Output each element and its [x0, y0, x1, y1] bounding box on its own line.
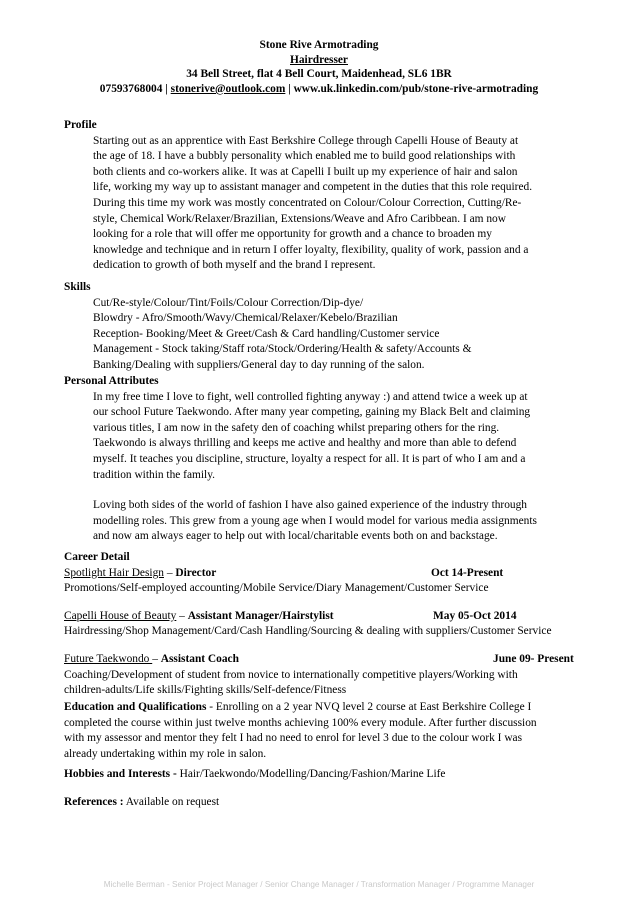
education-line: completed the course within just twelve months achieving 100% every module. After further discussion: [64, 716, 537, 729]
attributes-line: myself. It teaches you discipline, structure, loyalty a respect for all. It is part of who I am and a: [93, 452, 526, 465]
contact-line: [0, 82, 638, 97]
attributes-line: our school Future Taekwondo. After many year competing, gaining my Black Belt and claiming: [93, 406, 531, 419]
references-line: [64, 795, 584, 811]
career-section: [64, 550, 604, 699]
job-entry: [64, 652, 604, 668]
skills-heading: Skills: [64, 281, 91, 293]
job-details: Hairdressing/Shop Management/Card/Cash Handling/Sourcing & dealing with suppliers/Customer Service: [64, 625, 552, 638]
profile-line: knowledge and technique and in return I offer loyalty, flexibility, quality of work, passion and a: [93, 243, 529, 256]
profile-text: [64, 134, 584, 274]
hobbies-heading: Hobbies and Interests -: [64, 768, 180, 780]
education-heading: Education and Qualifications: [64, 701, 207, 713]
education-section: [64, 700, 609, 762]
linkedin-link[interactable]: www.uk.linkedin.com/pub/stone-rive-armotrading: [293, 82, 539, 95]
hobbies-text: Hair/Taekwondo/Modelling/Dancing/Fashion/Marine Life: [179, 768, 446, 780]
hobbies-line: [64, 767, 584, 783]
attributes-line: modelling roles. This grew from a young age when I would model for various media assignments: [93, 514, 537, 527]
skill-line: Banking/Dealing with suppliers/General day to day running of the salon.: [93, 358, 425, 371]
education-line: with my assessor and mentor they felt I had no need to enrol for level 3 due to the colour work I was: [64, 732, 523, 745]
profile-line: life, working my way up to assistant manager and competent in the duties that this role required.: [93, 181, 533, 194]
references-text: Available on request: [123, 796, 220, 808]
profile-line: looking for a role that will offer me opportunity for growth and a chance to broaden my: [93, 228, 492, 241]
job-entry: [64, 609, 604, 625]
email-link[interactable]: stonerive@outlook.com: [170, 82, 286, 95]
job-employer: Spotlight Hair Design: [64, 566, 164, 579]
attributes-line: In my free time I love to fight, well controlled fighting anyway :) and attend twice a week up at: [93, 390, 528, 403]
skill-line: Reception- Booking/Meet & Greet/Cash & Card handling/Customer service: [93, 327, 440, 340]
job-dates: May 05-Oct 2014: [433, 609, 517, 622]
attributes-heading: Personal Attributes: [64, 375, 159, 387]
candidate-name: Stone Rive Armotrading: [259, 39, 379, 51]
profile-line: dedication to growth of both myself and the brand I represent.: [93, 259, 376, 272]
profile-line: During this time my work was mostly concentrated on Colour/Colour Correction, Cutting/Re-: [93, 196, 522, 209]
job-role: Assistant Manager/Hairstylist: [187, 609, 334, 622]
hobbies-section: [64, 767, 584, 783]
education-first-line: [64, 700, 609, 716]
education-line: already undertaking within my role in salon.: [64, 747, 267, 760]
profile-line: the age of 18. I have a bubbly personality which enabled me to build good relationships with: [93, 150, 516, 163]
skills-section: [64, 280, 584, 374]
profile-line: Starting out as an apprentice with East Berkshire College through Capelli House of Beauty at: [93, 134, 519, 147]
profile-line: style, Chemical Work/Relaxer/Brazilian, Extensions/Weave and Afro Caribbean. I am now: [93, 212, 506, 225]
job-details: Coaching/Development of student from novice to internationally competitive players/Working with: [64, 668, 518, 681]
profile-line: both clients and co-workers alike. It was at Capelli I built up my experience of hair and salon: [93, 165, 518, 178]
job-dates: Oct 14-Present: [431, 566, 504, 579]
job-dash: –: [152, 652, 161, 665]
page-footer: Michelle Berman - Senior Project Manager / Senior Change Manager / Transformation Manager / Programme Manager: [103, 880, 535, 889]
references-heading: References :: [64, 796, 124, 808]
profile-section: [64, 118, 584, 274]
education-text: - Enrolling on a 2 year NVQ level 2 course at East Berkshire College I: [206, 701, 532, 713]
separator: |: [285, 82, 294, 95]
job-role: Assistant Coach: [160, 652, 239, 665]
references-section: [64, 795, 584, 811]
skill-line: Cut/Re-style/Colour/Tint/Foils/Colour Correction/Dip-dye/: [93, 296, 364, 309]
job-dash: –: [176, 609, 188, 622]
career-heading: Career Detail: [64, 551, 130, 563]
job-employer: Capelli House of Beauty: [64, 609, 177, 622]
job-role: Director: [175, 566, 217, 579]
job-entry: [64, 566, 604, 582]
job-dates: June 09- Present: [493, 652, 574, 665]
attributes-line: tradition within the family.: [93, 468, 216, 481]
job-details: children-adults/Life skills/Fighting skills/Self-defence/Fitness: [64, 684, 347, 697]
job-details: Promotions/Self-employed accounting/Mobile Service/Diary Management/Customer Service: [64, 582, 489, 595]
attributes-paragraph-1: [64, 390, 584, 484]
attributes-line: Loving both sides of the world of fashion I have also gained experience of the industry through: [93, 499, 528, 512]
separator: |: [162, 82, 171, 95]
address: 34 Bell Street, flat 4 Bell Court, Maidenhead, SL6 1BR: [186, 68, 452, 81]
resume-header: [0, 38, 638, 96]
attributes-section: [64, 374, 584, 545]
attributes-line: and now am always eager to help out with local/charitable events both on and backstage.: [93, 530, 498, 543]
skills-list: [64, 296, 584, 374]
attributes-paragraph-2: [64, 498, 584, 545]
attributes-line: various titles, I am now in the safety den of coaching whilst preparing others for the ring.: [93, 421, 500, 434]
job-title: Hairdresser: [290, 53, 348, 66]
attributes-line: Taekwondo is always thrilling and keeps me active and healthy and more than able to defend: [93, 437, 517, 450]
job-dash: –: [163, 566, 176, 579]
skill-line: Blowdry - Afro/Smooth/Wavy/Chemical/Relaxer/Kebelo/Brazilian: [93, 312, 398, 325]
job-employer: Future Taekwondo: [64, 652, 153, 665]
profile-heading: Profile: [64, 119, 97, 131]
phone: 07593768004: [99, 82, 163, 95]
skill-line: Management - Stock taking/Staff rota/Stock/Ordering/Health & safety/Accounts &: [93, 343, 472, 356]
